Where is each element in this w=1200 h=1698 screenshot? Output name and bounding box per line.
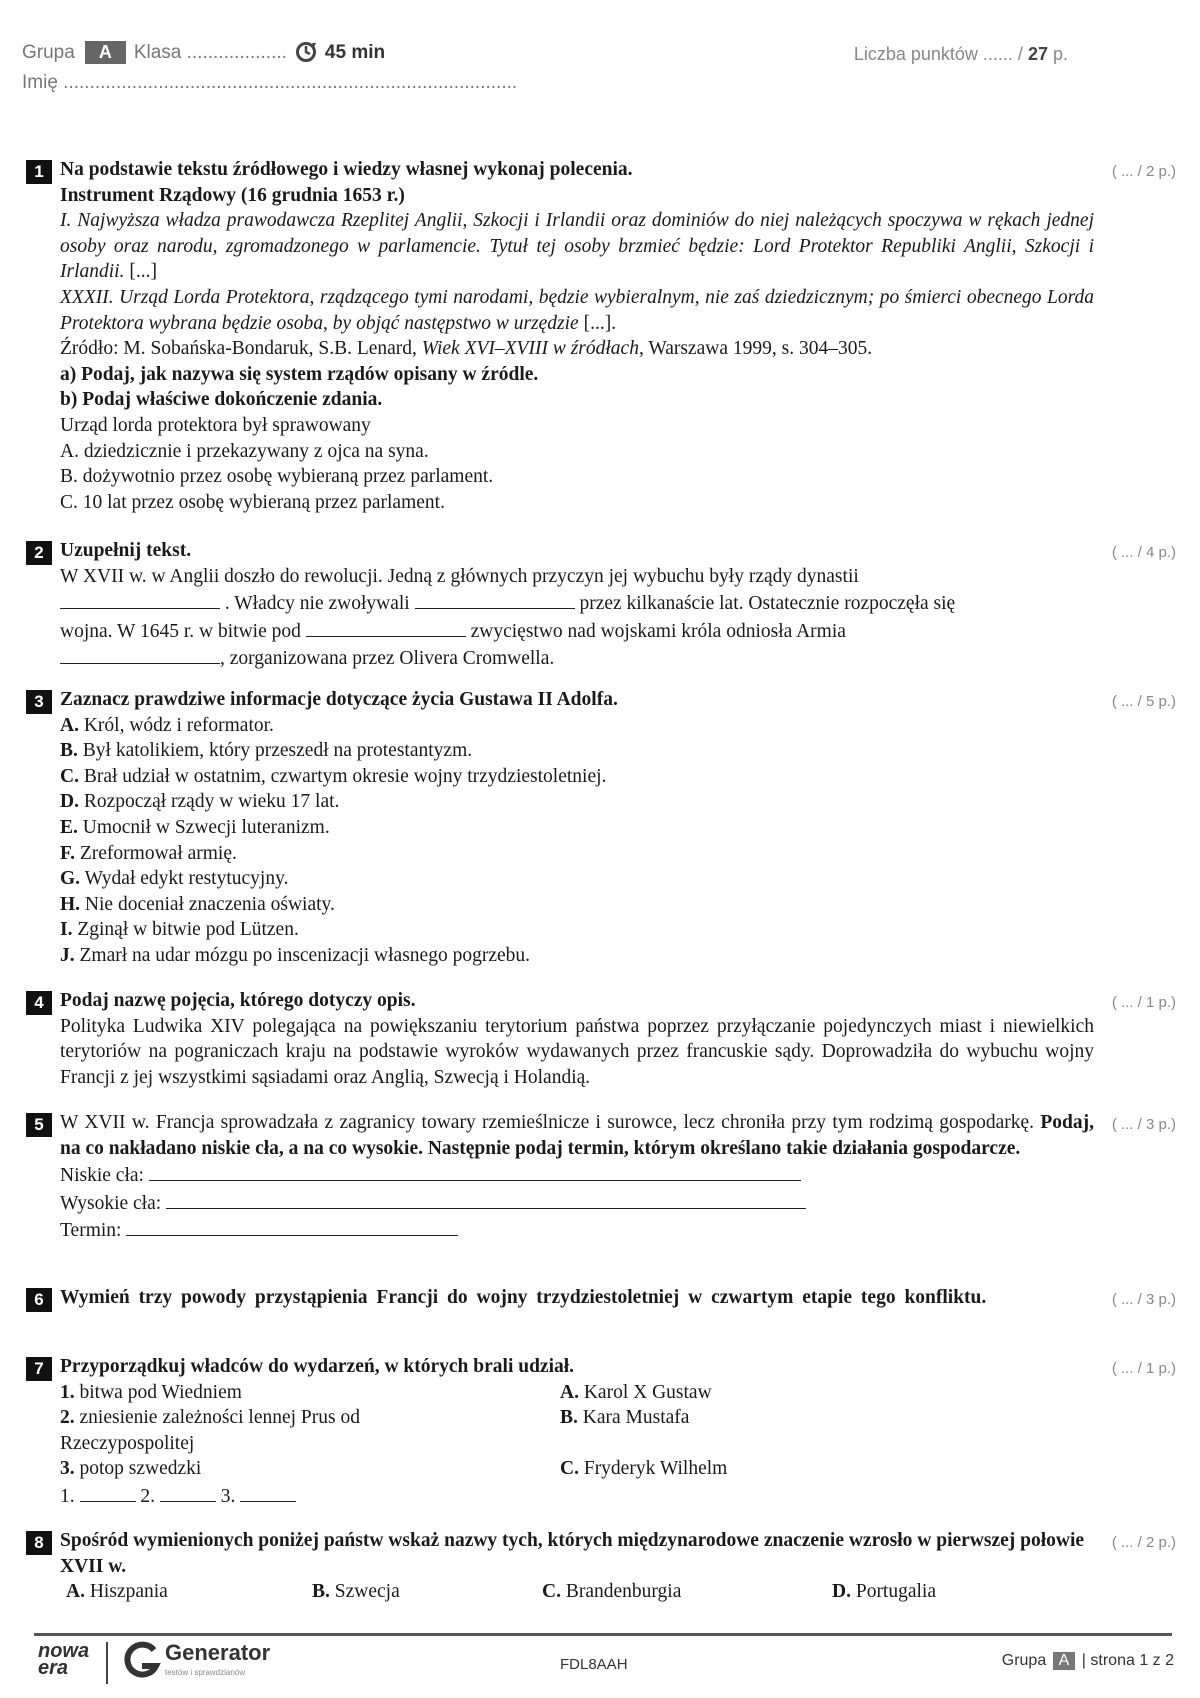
generator-logo-text: Generator [165,1640,271,1665]
statement[interactable]: D. Rozpoczął rządy w wieku 17 lat. [60,791,340,813]
statement[interactable]: E. Umocnił w Szwecji luteranizm. [60,816,330,838]
time-limit: 45 min [324,42,386,63]
task-number: 1 [26,160,52,184]
term-answer[interactable] [126,1216,458,1236]
question-b: b) Podaj właściwe dokończenie zdania. [60,389,383,411]
generator-logo-subtitle: testów i sprawdzianów [165,1668,246,1677]
task-instruction: Podaj nazwę pojęcia, którego dotyczy opis. [60,990,416,1011]
question-stem: Urząd lorda protektora był sprawowany [60,414,371,436]
source-ellipsis: [...]. [578,312,617,334]
task-7 [26,1354,1176,1510]
footer-group-badge: A [1053,1652,1076,1670]
fill-text-line: wojna. W 1645 r. w bitwie pod zwycięstwo nad wojskami króla odniosła Armia [60,617,1094,645]
footer-page-info: Grupa A | strona 1 z 2 [1001,1652,1174,1669]
task-instruction: Podaj, na co nakładano niskie cła, a na co wysokie. Następnie podaj termin, którym określano takie działania gospodarcze. [60,1112,1094,1159]
task-instruction: Na podstawie tekstu źródłowego i wiedzy własnej wykonaj polecenia. [60,159,633,180]
nowa-era-logo: nowa era [38,1640,90,1679]
option-a[interactable]: A. dziedzicznie i przekazywany z ojca na syna. [60,440,429,462]
footer-divider [34,1633,1172,1636]
task-number: 2 [26,541,52,565]
generator-logo-icon [122,1640,162,1687]
option-c[interactable]: C. 10 lat przez osobę wybieraną przez parlament. [60,491,445,513]
matching-row: 1. bitwa pod Wiedniem A. Karol X Gustaw [60,1381,712,1403]
fill-text-line: . Władcy nie zwoływali przez kilkanaście lat. Ostatecznie rozpoczęła się [60,589,1094,617]
task-1 [26,157,1176,515]
source-paragraph: XXXII. Urząd Lorda Protektora, rządzącego tymi narodami, będzie wybieralnym, nie zaś dziedzicznym; po śmierci obecnego Lorda Protektora wybrana będzie osoba, by objąć następstwo w urzędzie [60,286,1094,334]
matching-row: 3. potop szwedzki C. Fryderyk Wilhelm [60,1458,728,1480]
group-badge: A [85,41,126,64]
task-4 [26,988,1176,1090]
high-duty-answer[interactable] [166,1189,806,1209]
task-score: ( ... / 4 p.) [1111,544,1176,561]
answer-blank[interactable] [160,1482,216,1502]
task-score: ( ... / 3 p.) [1111,1291,1176,1308]
option-a[interactable]: A. Hiszpania [66,1581,168,1603]
description-text: Polityka Ludwika XIV polegająca na powiększaniu terytorium państwa poprzez przyłączanie pojedynczych miast i niewielkich terytoriów na pograniczach kraju na podstawie wyroków wydawanych przez francuskie sądy. Doprowadziła do wybuchu wojny Francji z jej wszystkimi sąsiadami oraz Anglią, Szwecją i Holandią. [60,1015,1094,1088]
task-8 [26,1528,1176,1605]
task-intro: W XVII w. Francja sprowadzała z zagranicy towary rzemieślnicze i surowce, lecz chroniła przy tym rodzimą gospodarkę. [60,1112,1041,1133]
low-duty-label: Niskie cła: [60,1165,149,1187]
points-summary [854,44,1068,65]
term-label: Termin: [60,1220,127,1242]
blank-field[interactable] [306,617,466,637]
task-2 [26,538,1176,672]
clock-icon [295,41,317,69]
task-number: 8 [26,1531,52,1555]
task-score: ( ... / 5 p.) [1111,693,1176,710]
fill-text-line: , zorganizowana przez Olivera Cromwella. [60,644,1094,672]
matching-row: 2. zniesienie zależności lennej Prus od Rzeczypospolitej B. Kara Mustafa [60,1407,690,1454]
statement[interactable]: I. Zginął w bitwie pod Lützen. [60,919,299,941]
task-number: 4 [26,991,52,1015]
options-row [66,1579,1094,1605]
task-number: 7 [26,1357,52,1381]
blank-field[interactable] [60,589,220,609]
answer-blank[interactable] [240,1482,296,1502]
statement[interactable]: G. Wydał edykt restytucyjny. [60,868,289,890]
question-a: a) Podaj, jak nazywa się system rządów opisany w źródle. [60,363,539,385]
name-field[interactable]: Imię ...................................................................................... [22,72,518,93]
task-6 [26,1285,1176,1311]
task-number: 5 [26,1113,52,1137]
task-instruction: Wymień trzy powody przystąpienia Francji do wojny trzydziestoletniej w czwartym etapie tego konfliktu. [60,1287,987,1308]
points-total: 27 [1027,44,1048,64]
blank-field[interactable] [415,589,575,609]
statement[interactable]: H. Nie doceniał znaczenia oświaty. [60,893,335,915]
statement[interactable]: A. Król, wódz i reformator. [60,714,274,736]
logo-separator [106,1642,108,1684]
group-label: Grupa [22,42,75,63]
answer-row: 1. 2. 3. [60,1482,1094,1510]
class-field[interactable]: Klasa ................... [133,42,287,63]
option-b[interactable]: B. dożywotnio przez osobę wybieraną przez parlament. [60,466,494,488]
high-duty-label: Wysokie cła: [60,1192,167,1214]
source-citation: Źródło: M. Sobańska-Bondaruk, S.B. Lenard, Wiek XVI–XVIII w źródłach, Warszawa 1999, s. 304–305. [60,338,873,360]
task-score: ( ... / 2 p.) [1111,1534,1176,1551]
low-duty-answer[interactable] [149,1161,801,1181]
points-label: Liczba punktów ...... / [853,44,1023,64]
answer-blank[interactable] [80,1482,136,1502]
task-instruction: Przyporządkuj władców do wydarzeń, w których brali udział. [60,1356,575,1377]
points-unit: p. [1052,44,1068,64]
task-instruction: Spośród wymienionych poniżej państw wskaż nazwy tych, których międzynarodowe znaczenie wzrosło w pierwszej połowie XVII w. [60,1530,1085,1577]
statement[interactable]: C. Brał udział w ostatnim, czwartym okresie wojny trzydziestoletniej. [60,765,607,787]
source-title: Instrument Rządowy (16 grudnia 1653 r.) [60,184,405,206]
task-score: ( ... / 1 p.) [1111,994,1176,1011]
option-c[interactable]: C. Brandenburgia [542,1581,682,1603]
task-5 [26,1110,1176,1244]
task-3 [26,687,1176,969]
blank-field[interactable] [60,644,220,664]
task-number: 3 [26,690,52,714]
task-instruction: Zaznacz prawdziwe informacje dotyczące życia Gustawa II Adolfa. [60,689,618,710]
option-b[interactable]: B. Szwecja [312,1581,400,1603]
task-score: ( ... / 2 p.) [1111,163,1176,180]
task-score: ( ... / 1 p.) [1111,1360,1176,1377]
task-instruction: Uzupełnij tekst. [60,540,192,561]
source-ellipsis: [...] [124,261,157,283]
source-paragraph: I. Najwyższa władza prawodawcza Rzeplitej Anglii, Szkocji i Irlandii oraz dominiów do niej należących spoczywa w rękach jednej osoby oraz narodu, zgromadzonego w parlamencie. Tytuł tej osoby brzmieć będzie: Lord Protektor Republiki Anglii, Szkocji i Irlandii. [60,210,1094,283]
statement[interactable]: J. Zmarł na udar mózgu po inscenizacji własnego pogrzebu. [60,944,531,966]
statement[interactable]: B. Był katolikiem, który przeszedł na protestantyzm. [60,740,473,762]
statement[interactable]: F. Zreformował armię. [60,842,237,864]
task-score: ( ... / 3 p.) [1111,1116,1176,1133]
task-number: 6 [26,1288,52,1312]
header-row [22,41,385,69]
fill-text-line: W XVII w. w Anglii doszło do rewolucji. Jedną z głównych przyczyn jej wybuchu były rządy dynastii [60,565,859,587]
option-d[interactable]: D. Portugalia [832,1581,936,1603]
test-code: FDL8AAH [560,1656,628,1673]
